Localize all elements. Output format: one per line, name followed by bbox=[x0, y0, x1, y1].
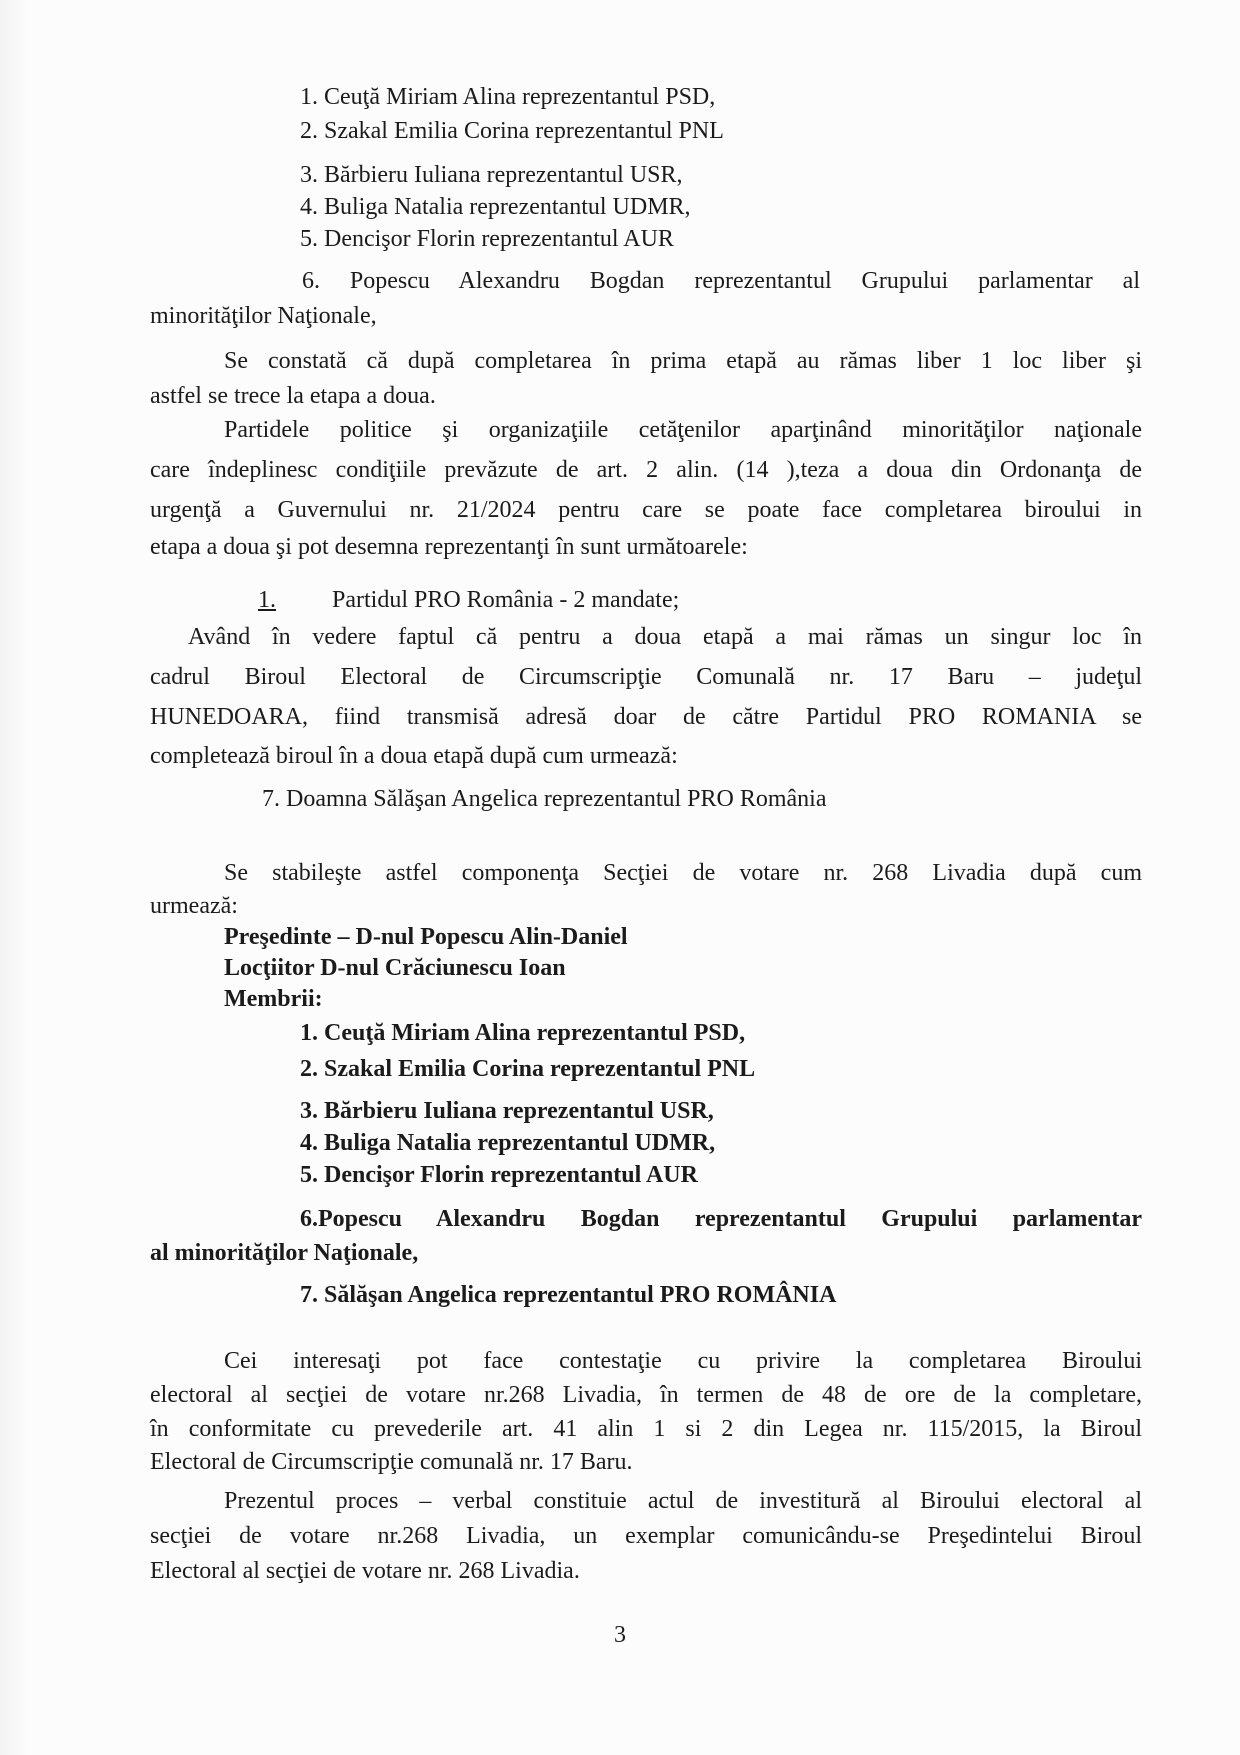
member-list-item: 2. Szakal Emilia Corina reprezentantul PNL bbox=[300, 1056, 756, 1082]
paragraph-line: Cei interesaţi pot face contestaţie cu privire la completarea Biroului bbox=[224, 1348, 1142, 1374]
paragraph-line: în conformitate cu prevederile art. 41 alin 1 si 2 din Legea nr. 115/2015, la Biroul bbox=[150, 1416, 1142, 1442]
paragraph-line: urgenţă a Guvernului nr. 21/2024 pentru care se poate face completarea biroului in bbox=[150, 497, 1142, 523]
member-list-item: 1. Ceuţă Miriam Alina reprezentantul PSD, bbox=[300, 84, 716, 110]
member-list-item: 5. Dencişor Florin reprezentantul AUR bbox=[300, 1162, 698, 1188]
paragraph-line: Partidele politice şi organizaţiile cetăţenilor aparţinând minorităţilor naţionale bbox=[224, 417, 1142, 443]
paragraph-line: etapa a doua şi pot desemna reprezentanţi în sunt următoarele: bbox=[150, 534, 748, 560]
paragraph-line: Electoral de Circumscripţie comunală nr. 17 Baru. bbox=[150, 1449, 633, 1475]
page-number: 3 bbox=[614, 1622, 626, 1648]
member-list-item-continuation: al minorităţilor Naţionale, bbox=[150, 1240, 419, 1266]
member-list-item: 3. Bărbieru Iuliana reprezentantul USR, bbox=[300, 1098, 714, 1124]
member-list-item: 4. Buliga Natalia reprezentantul UDMR, bbox=[300, 194, 691, 220]
paragraph-line: Electoral al secţiei de votare nr. 268 Livadia. bbox=[150, 1558, 580, 1584]
paragraph-line: Având în vedere faptul că pentru a doua etapă a mai rămas un singur loc în bbox=[188, 624, 1142, 650]
member-list-item: 4. Buliga Natalia reprezentantul UDMR, bbox=[300, 1130, 716, 1156]
member-list-item: 7. Doamna Sălăşan Angelica reprezentantul PRO România bbox=[262, 786, 827, 812]
paragraph-line: Se stabileşte astfel componenţa Secţiei de votare nr. 268 Livadia după cum bbox=[224, 860, 1142, 886]
paragraph-line: astfel se trece la etapa a doua. bbox=[150, 383, 436, 409]
paragraph-line: completează biroul în a doua etapă după cum urmează: bbox=[150, 743, 678, 769]
scan-edge-shadow bbox=[0, 0, 28, 1755]
member-list-item: 6.Popescu Alexandru Bogdan reprezentantul Grupului parlamentar bbox=[300, 1206, 1142, 1232]
president-line: Preşedinte – D-nul Popescu Alin-Daniel bbox=[224, 924, 628, 950]
member-list-item: 5. Dencişor Florin reprezentantul AUR bbox=[300, 226, 674, 252]
paragraph-line: urmează: bbox=[150, 893, 238, 919]
party-entry: Partidul PRO România - 2 mandate; bbox=[332, 587, 680, 613]
member-list-item: 7. Sălăşan Angelica reprezentantul PRO ROMÂNIA bbox=[300, 1282, 837, 1308]
party-number: 1. bbox=[258, 587, 276, 613]
member-list-item: 6. Popescu Alexandru Bogdan reprezentantul Grupului parlamentar al bbox=[302, 268, 1140, 294]
paragraph-line: cadrul Biroul Electoral de Circumscripţie Comunală nr. 17 Baru – judeţul bbox=[150, 664, 1142, 690]
paragraph-line: electoral al secţiei de votare nr.268 Livadia, în termen de 48 de ore de la completare, bbox=[150, 1382, 1142, 1408]
paragraph-line: secţiei de votare nr.268 Livadia, un exemplar comunicându-se Preşedintelui Biroul bbox=[150, 1523, 1142, 1549]
member-list-item: 3. Bărbieru Iuliana reprezentantul USR, bbox=[300, 162, 683, 188]
member-list-item: 2. Szakal Emilia Corina reprezentantul PNL bbox=[300, 118, 724, 144]
paragraph-line: care îndeplinesc condiţiile prevăzute de art. 2 alin. (14 ),teza a doua din Ordonanţa de bbox=[150, 457, 1142, 483]
deputy-line: Locţiitor D-nul Crăciunescu Ioan bbox=[224, 955, 566, 981]
members-heading: Membrii: bbox=[224, 986, 323, 1012]
paragraph-line: Prezentul proces – verbal constituie actul de investitură al Biroului electoral al bbox=[224, 1488, 1142, 1514]
member-list-item-continuation: minorităţilor Naţionale, bbox=[150, 303, 377, 329]
member-list-item: 1. Ceuţă Miriam Alina reprezentantul PSD, bbox=[300, 1020, 746, 1046]
paragraph-line: Se constată că după completarea în prima etapă au rămas liber 1 loc liber şi bbox=[224, 348, 1142, 374]
paragraph-line: HUNEDOARA, fiind transmisă adresă doar de către Partidul PRO ROMANIA se bbox=[150, 704, 1142, 730]
